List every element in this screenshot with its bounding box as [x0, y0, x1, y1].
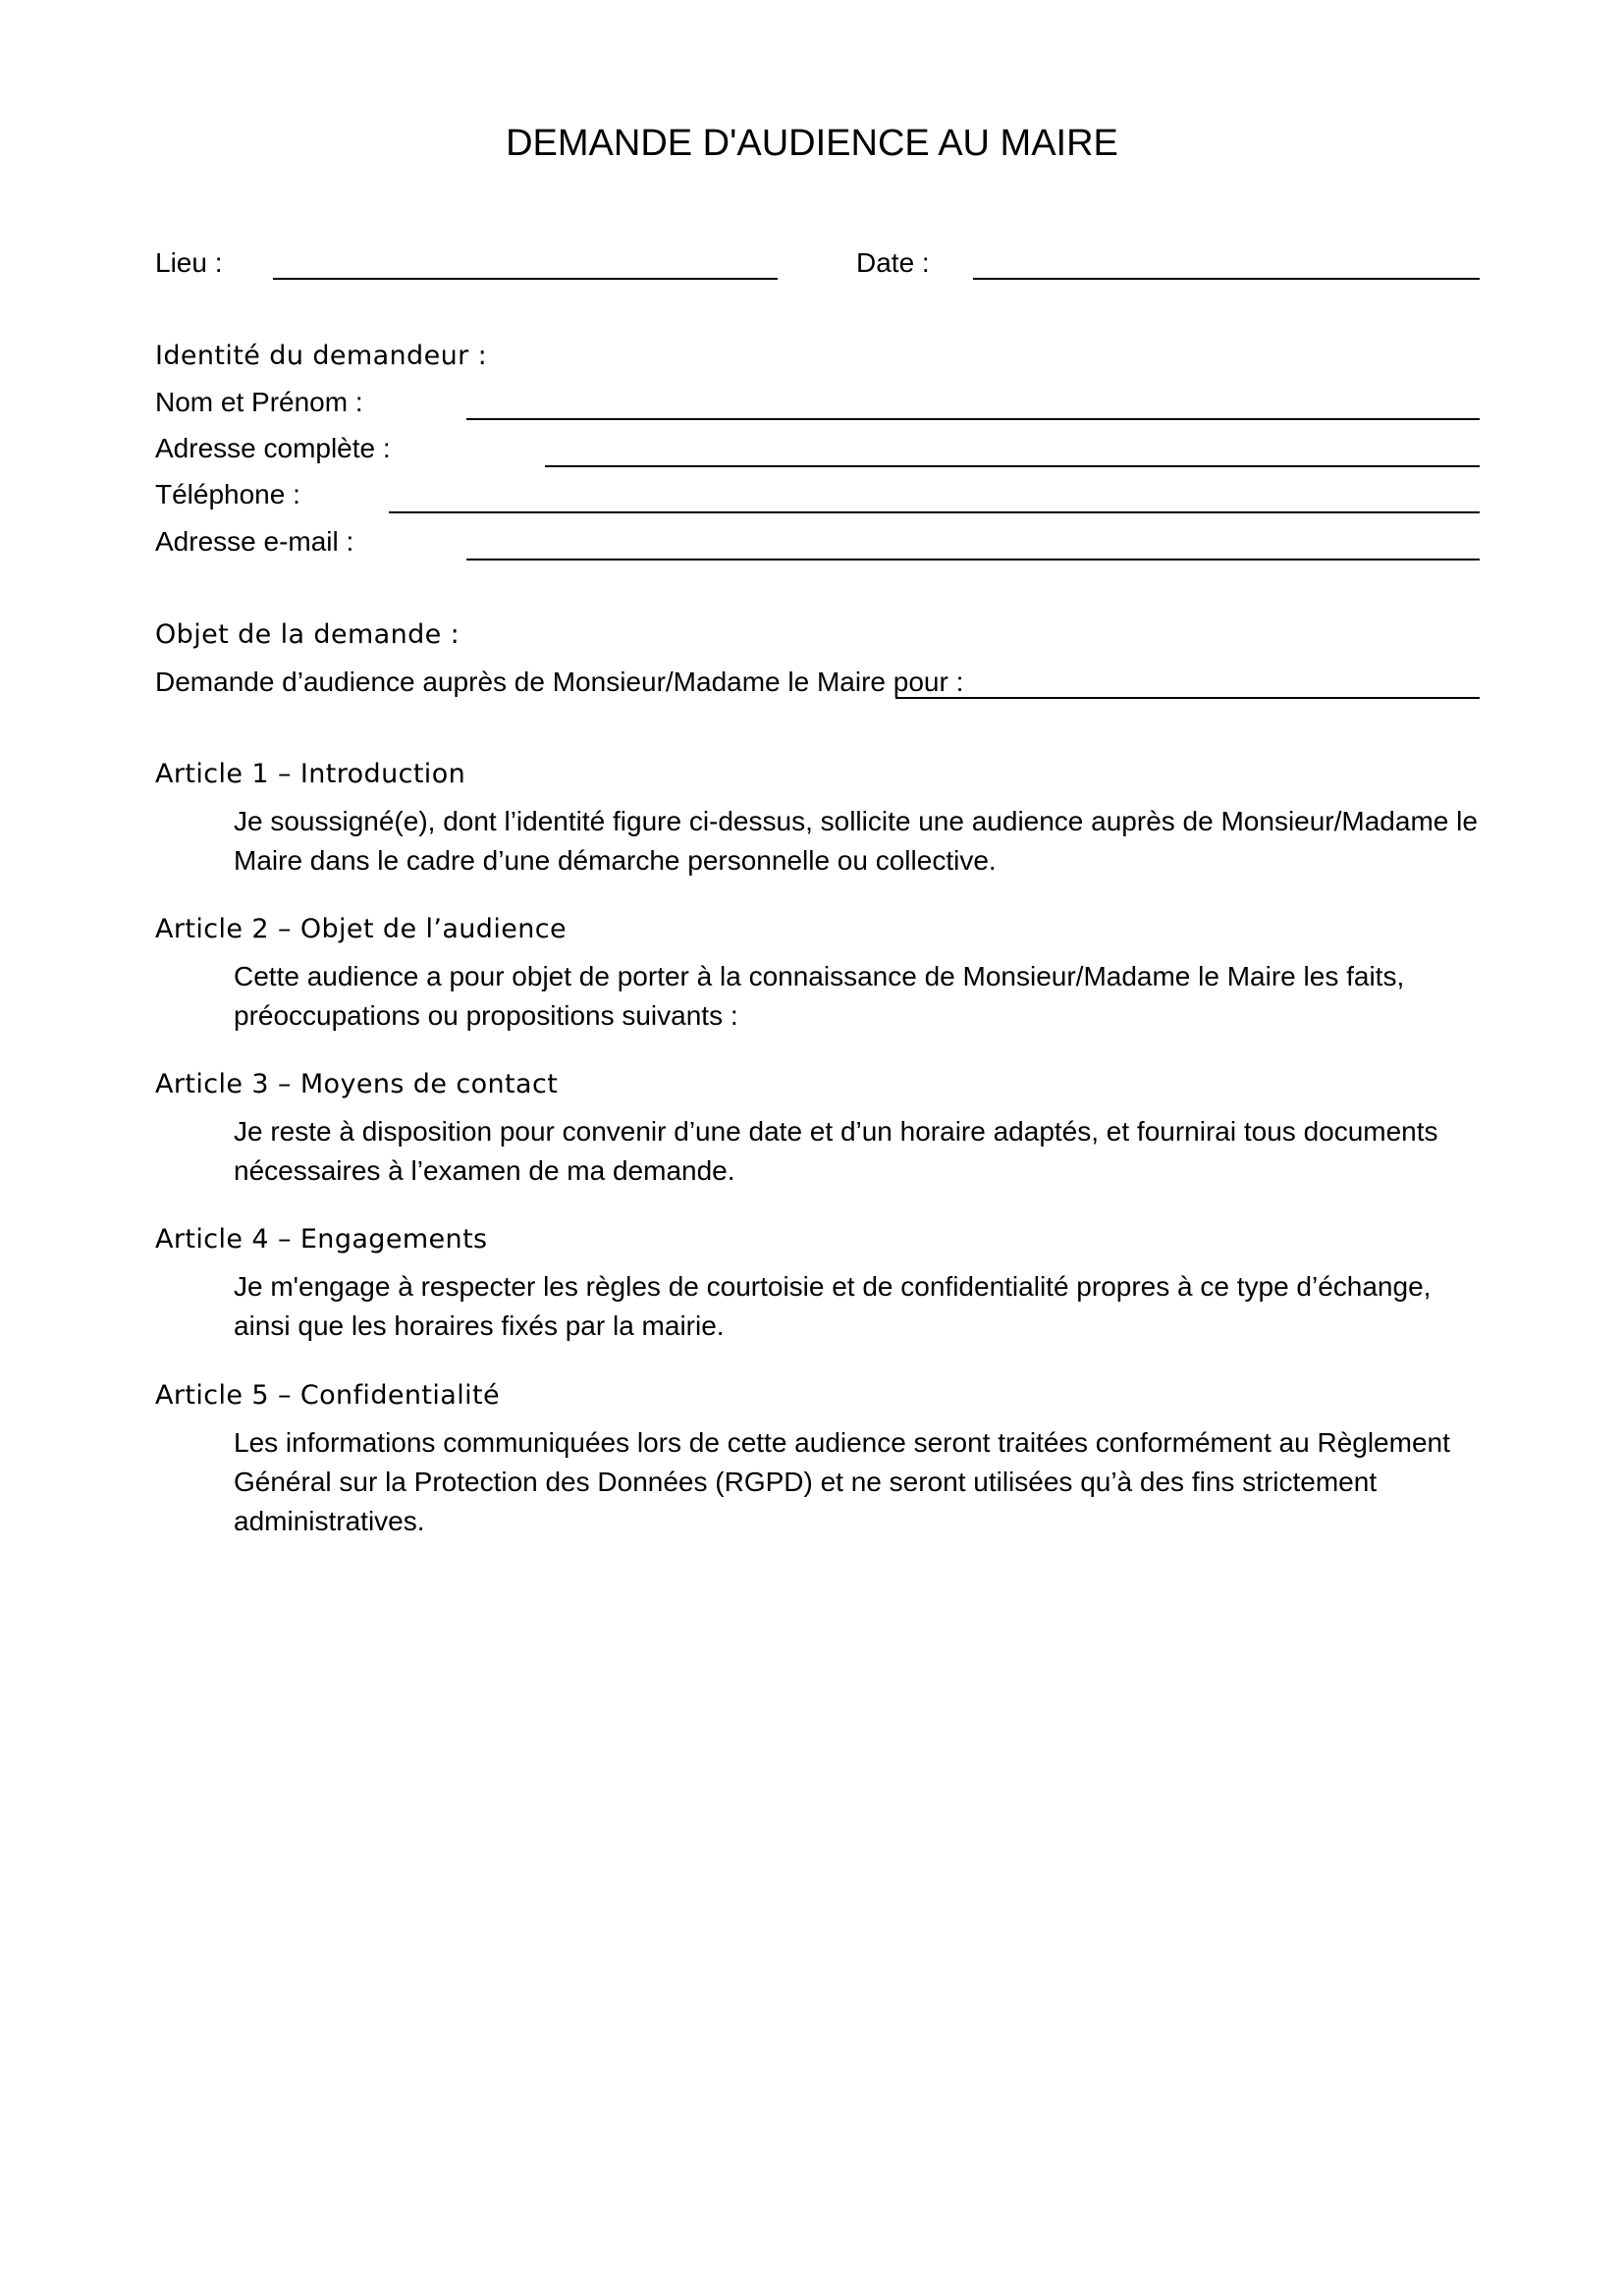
lieu-label: Lieu :	[155, 247, 223, 278]
article-2-line-1: Cette audience a pour objet de porter à la connaissance de Monsieur/Madame le Maire les faits,	[234, 961, 1405, 991]
article-5-line-2: Général sur la Protection des Données (RGPD) et ne seront utilisées qu’à des fins strictement	[234, 1467, 1378, 1497]
object-heading: Objet de la demande :	[155, 619, 460, 650]
phone-field[interactable]	[389, 511, 1480, 513]
article-3-title: Article 3 – Moyens de contact	[155, 1069, 559, 1099]
object-sentence: Demande d’audience auprès de Monsieur/Madame le Maire pour :	[155, 667, 964, 697]
date-field[interactable]	[973, 278, 1480, 280]
email-field[interactable]	[466, 559, 1480, 561]
article-3-line-2: nécessaires à l’examen de ma demande.	[234, 1155, 735, 1186]
identity-heading: Identité du demandeur :	[155, 341, 488, 371]
article-1-line-1: Je soussigné(e), dont l’identité figure ci-dessus, sollicite une audience auprès de Monsieur/Madame le	[234, 806, 1478, 836]
address-field[interactable]	[545, 465, 1480, 467]
article-5-body	[234, 1423, 1510, 1541]
article-2-body	[234, 957, 1510, 1036]
name-label: Nom et Prénom :	[155, 387, 363, 417]
article-3-line-1: Je reste à disposition pour convenir d’une date et d’un horaire adaptés, et fournirai tous documents	[234, 1116, 1438, 1147]
address-label: Adresse complète :	[155, 433, 391, 463]
article-1-title: Article 1 – Introduction	[155, 759, 466, 789]
article-5-title: Article 5 – Confidentialité	[155, 1380, 501, 1411]
document-title: DEMANDE D'AUDIENCE AU MAIRE	[506, 123, 1118, 164]
lieu-field[interactable]	[273, 278, 778, 280]
article-4-body	[234, 1267, 1510, 1346]
email-label: Adresse e-mail :	[155, 526, 354, 557]
article-4-line-1: Je m'engage à respecter les règles de courtoisie et de confidentialité propres à ce type d’échange,	[234, 1271, 1432, 1302]
article-3-body	[234, 1112, 1510, 1191]
date-label: Date :	[856, 247, 930, 278]
article-4-line-2: ainsi que les horaires fixés par la mairie.	[234, 1310, 725, 1341]
article-5-line-1: Les informations communiquées lors de cette audience seront traitées conformément au Règlement	[234, 1427, 1450, 1458]
phone-label: Téléphone :	[155, 479, 300, 509]
article-4-title: Article 4 – Engagements	[155, 1224, 488, 1255]
name-field[interactable]	[466, 418, 1480, 420]
article-2-line-2: préoccupations ou propositions suivants :	[234, 1000, 738, 1031]
article-1-body	[234, 802, 1510, 881]
object-field[interactable]	[895, 697, 1480, 699]
article-5-line-3: administratives.	[234, 1506, 425, 1536]
article-2-title: Article 2 – Objet de l’audience	[155, 914, 568, 944]
article-1-line-2: Maire dans le cadre d’une démarche personnelle ou collective.	[234, 845, 997, 876]
